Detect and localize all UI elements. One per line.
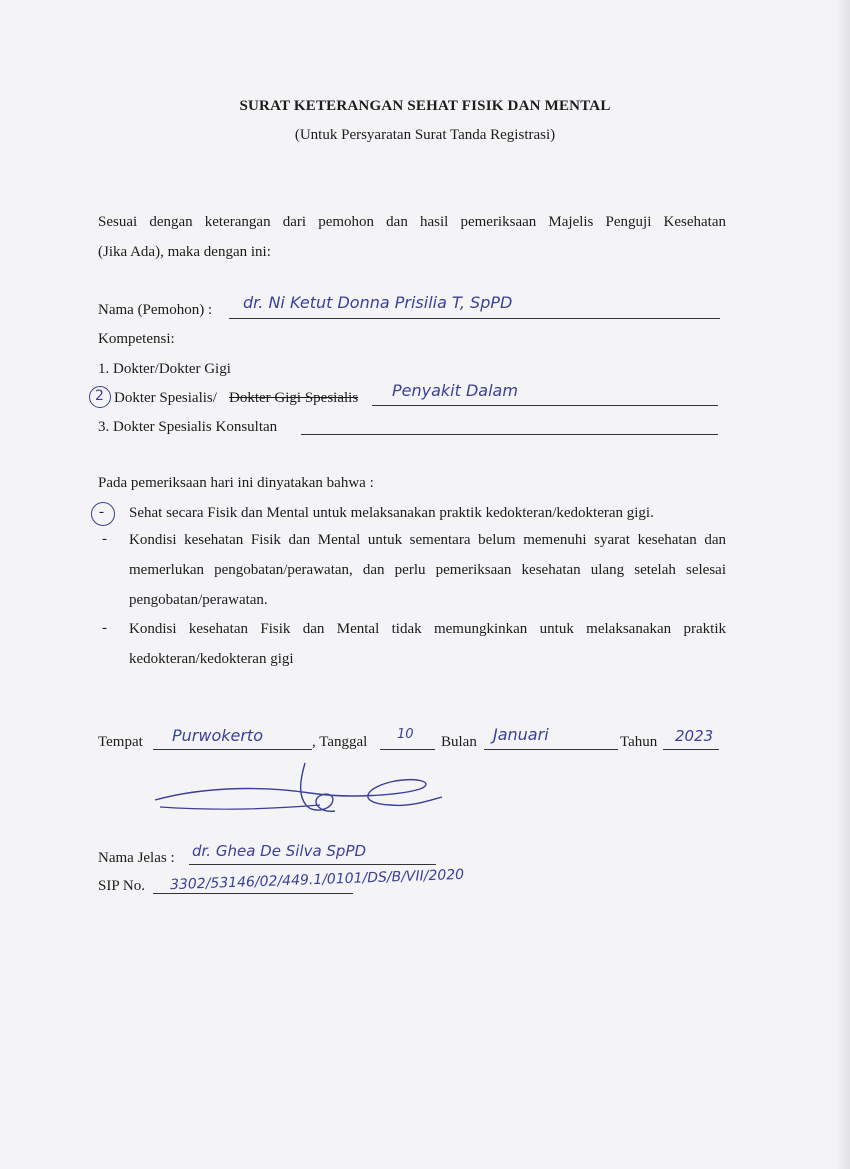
consultant-line (301, 434, 718, 435)
document-title: SURAT KETERANGAN SEHAT FISIK DAN MENTAL (239, 98, 611, 114)
finding-item-3: Kondisi kesehatan Fisik dan Mental tidak memungkinkan untuk melaksanakan praktik kedokteran/kedokteran gigi (129, 621, 726, 667)
finding-item-2: Kondisi kesehatan Fisik dan Mental untuk sementara belum memenuhi syarat kesehatan dan memerlukan pengobatan/perawatan, dan perlu pemeriksaan kesehatan ulang setelah selesai pengobatan/perawatan. (129, 532, 726, 608)
bullet-dash: - (102, 531, 107, 547)
year-label: Tahun (620, 734, 658, 750)
specialty-value: Penyakit Dalam (392, 381, 518, 400)
findings-intro: Pada pemeriksaan hari ini dinyatakan bahwa : (98, 475, 374, 491)
month-value: Januari (493, 725, 549, 744)
competence-item-1: 1. Dokter/Dokter Gigi (98, 361, 231, 377)
month-label: Bulan (441, 734, 477, 750)
sip-value: 3302/53146/02/449.1/0101/DS/B/VII/2020 (169, 866, 465, 894)
competence-item-2-number: 2 (95, 388, 104, 404)
month-line (484, 749, 618, 750)
date-label: , Tanggal (312, 734, 368, 750)
intro-line-2: (Jika Ada), maka dengan ini: (98, 244, 271, 260)
sip-label: SIP No. (98, 878, 145, 894)
applicant-name-label: Nama (Pemohon) : (98, 302, 213, 318)
specialty-line (372, 405, 718, 406)
signer-name-line (189, 864, 436, 865)
competence-item-2-struck: Dokter Gigi Spesialis (229, 390, 359, 406)
scan-edge-shadow (836, 0, 850, 1169)
competence-item-2-label: Dokter Spesialis/ (114, 390, 217, 406)
finding-item-1: Sehat secara Fisik dan Mental untuk melaksanakan praktik kedokteran/kedokteran gigi. (129, 505, 654, 521)
signature-mark (150, 755, 450, 825)
document-subtitle: (Untuk Persyaratan Surat Tanda Registrasi) (294, 127, 556, 143)
year-value: 2023 (675, 727, 714, 745)
year-line (663, 749, 719, 750)
date-value: 10 (397, 727, 414, 742)
signer-name-value: dr. Ghea De Silva SpPD (192, 842, 367, 860)
competence-label: Kompetensi: (98, 331, 175, 347)
applicant-name-line (229, 318, 720, 319)
date-line (380, 749, 435, 750)
place-value: Purwokerto (172, 726, 263, 745)
place-label: Tempat (98, 734, 143, 750)
sip-line (153, 893, 353, 894)
place-line (153, 749, 312, 750)
competence-item-3: 3. Dokter Spesialis Konsultan (98, 419, 278, 435)
signer-name-label: Nama Jelas : (98, 850, 175, 866)
bullet-dash: - (102, 620, 107, 636)
applicant-name-value: dr. Ni Ketut Donna Prisilia T, SpPD (243, 293, 513, 312)
intro-line-1: Sesuai dengan keterangan dari pemohon dan hasil pemeriksaan Majelis Penguji Kesehatan (98, 214, 726, 230)
bullet-dash: - (99, 504, 104, 520)
